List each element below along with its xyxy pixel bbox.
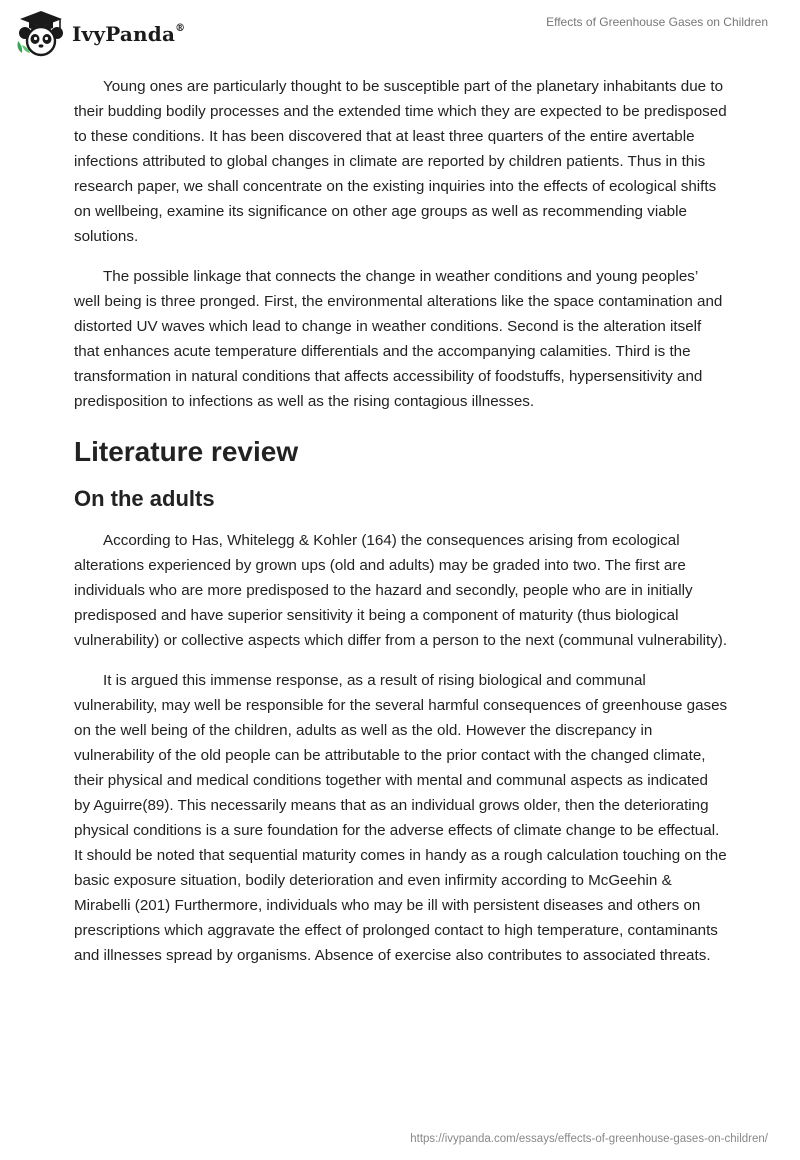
source-url[interactable]: https://ivypanda.com/essays/effects-of-greenhouse-gases-on-children/ <box>410 1133 768 1145</box>
paragraph: According to Has, Whitelegg & Kohler (164) the consequences arising from ecological alterations experienced by grown ups (old and adults) may be graded into two. The first are individuals who are more predisposed to the hazard and secondly, people who are in initially predisposed and have superior sensitivity it being a component of maturity (thus biological vulnerability) or collective aspects which differ from a person to the next (communal vulnerability). <box>74 532 728 649</box>
ivypanda-logo[interactable] <box>14 9 185 57</box>
paragraph: The possible linkage that connects the change in weather conditions and young peoples’ well being is three pronged. First, the environmental alterations like the space contamination and distorted UV waves which lead to change in weather conditions. Second is the alteration itself that enhances acute temperature differentials and the accompanying calamities. Third is the transformation in natural conditions that affects accessibility of foodstuffs, hypersensitivity and predisposition to infections as well as the rising contagious illnesses. <box>74 268 723 410</box>
essay-content <box>74 74 728 983</box>
subsection-heading-on-the-adults: On the adults <box>74 486 215 511</box>
document-title: Effects of Greenhouse Gases on Children <box>546 15 768 29</box>
panda-logo-icon <box>14 9 68 57</box>
section-heading-literature-review: Literature review <box>74 436 299 467</box>
brand-name: IvyPanda® <box>72 22 186 46</box>
paragraph: Young ones are particularly thought to be susceptible part of the planetary inhabitants due to their budding bodily processes and the extended time which they are expected to be predisposed to these conditions. It has been discovered that at least three quarters of the entire avertable infections attributed to global changes in climate are reported by children patients. Thus in this research paper, we shall concentrate on the existing inquiries into the effects of ecological shifts on wellbeing, examine its significance on other age groups as well as recommending viable solutions. <box>74 78 727 245</box>
page-header <box>0 0 800 60</box>
paragraph: It is argued this immense response, as a result of rising biological and communal vulnerability, may well be responsible for the several harmful consequences of greenhouse gases on the well being of the children, adults as well as the old. However the discrepancy in vulnerability of the old people can be attributable to the prior contact with the changed climate, their physical and medical conditions together with mental and communal aspects as indicated by Aguirre(89). This necessarily means that as an individual grows older, then the deteriorating physical conditions is a sure foundation for the adverse effects of climate change to be effectual. It should be noted that sequential maturity comes in handy as a rough calculation touching on the basic exposure situation, bodily deterioration and even infirmity according to McGeehin & Mirabelli (201) Furthermore, individuals who may be ill with persistent diseases and others on prescriptions which aggravate the effect of prolonged contact to high temperature, contaminants and illnesses spread by organisms. Absence of exercise also contributes to associated threats. <box>74 672 728 964</box>
